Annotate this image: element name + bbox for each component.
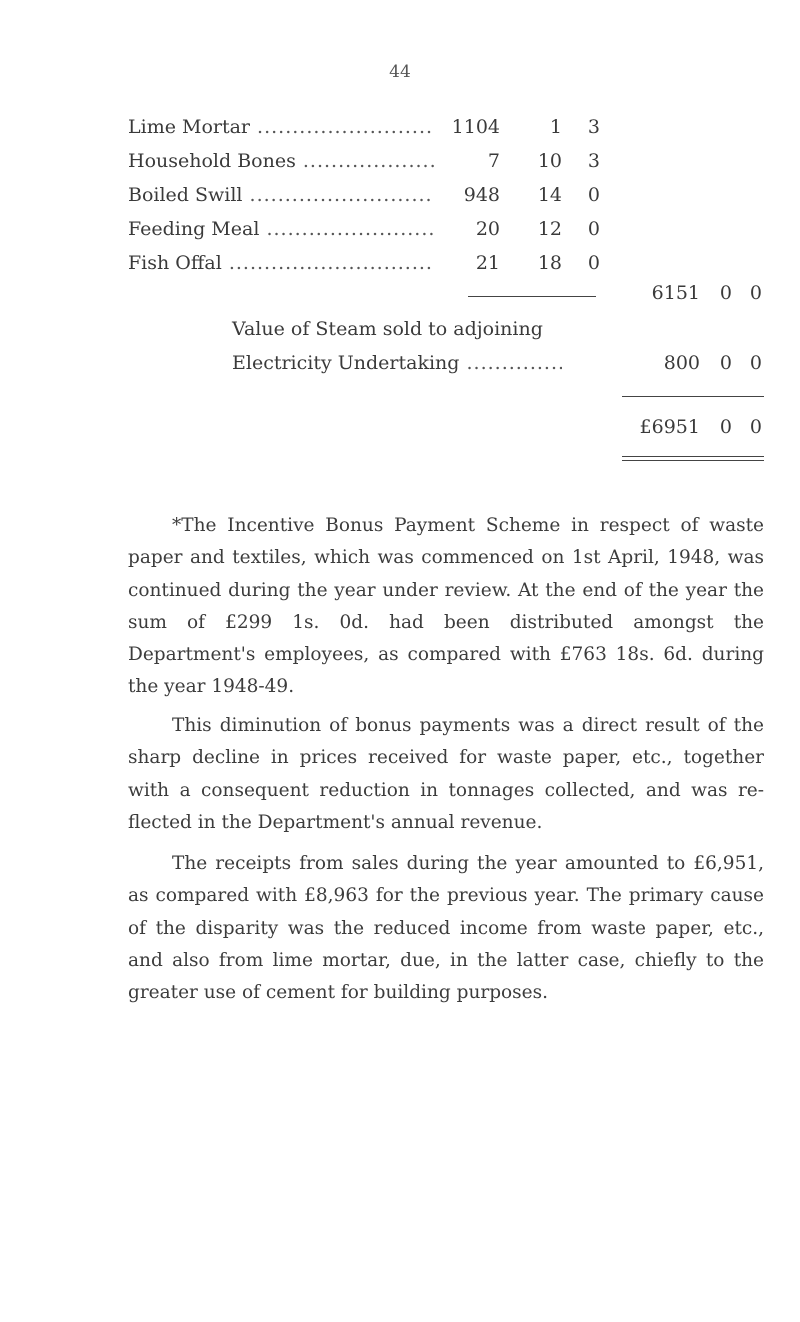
steam-label: Electricity Undertaking ..... — [232, 352, 562, 374]
subtotal-row — [600, 282, 770, 312]
item-pounds: 21 — [475, 252, 500, 274]
grand-total-shillings: 0 — [719, 416, 732, 438]
item-shillings: 12 — [537, 218, 562, 240]
double-rule-top — [622, 456, 764, 457]
item-label: Feeding Meal ..... — [128, 218, 434, 240]
item-label: Boiled Swill ..... — [128, 184, 434, 206]
item-shillings: 14 — [537, 184, 562, 206]
subtotal-shillings: 0 — [719, 282, 732, 304]
steam-pence: 0 — [749, 352, 762, 374]
item-shillings: 18 — [537, 252, 562, 274]
item-pence: 0 — [587, 252, 600, 274]
item-label: Fish Offal ..... — [128, 252, 434, 274]
subtotal-pounds: 6151 — [651, 282, 700, 304]
item-pounds: 948 — [463, 184, 500, 206]
subtotal-rule — [468, 296, 596, 297]
double-rule-bottom — [622, 460, 764, 461]
item-pence: 0 — [587, 184, 600, 206]
item-shillings: 10 — [537, 150, 562, 172]
total-rule — [622, 396, 764, 397]
table-row — [0, 252, 800, 282]
item-pounds: 1104 — [451, 116, 500, 138]
subtotal-pence: 0 — [749, 282, 762, 304]
steam-shillings: 0 — [719, 352, 732, 374]
grand-total-row — [600, 416, 770, 446]
paragraph-receipts: The receipts from sales during the year amounted to £6,951, as compared with £8,963 for the previous year. The primary cause of the disparity was the reduced income from waste paper, etc., and also from lime mortar, due, in the latter case, chiefly to the greater use of cement for building purposes. — [128, 853, 764, 1004]
item-shillings: 1 — [549, 116, 562, 138]
item-label: Lime Mortar ..... — [128, 116, 434, 138]
paragraph-diminution: This diminution of bonus payments was a direct result of the sharp decline in prices received for waste paper, etc., together with a consequent reduction in tonnages collected, and was re-flected in the Department's annual revenue. — [128, 715, 764, 833]
grand-total-pounds: £6951 — [639, 416, 700, 438]
steam-pounds: 800 — [663, 352, 700, 374]
table-row — [0, 218, 800, 248]
item-pence: 0 — [587, 218, 600, 240]
item-pounds: 7 — [487, 150, 500, 172]
page-number: 44 — [389, 62, 411, 82]
item-label: Household Bones ..... — [128, 150, 434, 172]
paragraph-incentive-bonus: *The Incentive Bonus Payment Scheme in respect of waste paper and textiles, which was commenced on 1st April, 1948, was continued during the year under review. At the end of the year the sum of £299 1s. 0d. had been distributed amongst the Department's employees, as compared with £763 18s. 6d. during the year 1948-49. — [128, 515, 764, 698]
grand-total-pence: 0 — [749, 416, 762, 438]
item-pence: 3 — [587, 116, 600, 138]
item-pence: 3 — [587, 150, 600, 172]
table-row — [0, 184, 800, 214]
steam-row — [600, 352, 770, 382]
item-pounds: 20 — [475, 218, 500, 240]
table-row — [0, 116, 800, 146]
table-row — [0, 150, 800, 180]
steam-title: Value of Steam sold to adjoining — [232, 318, 543, 340]
